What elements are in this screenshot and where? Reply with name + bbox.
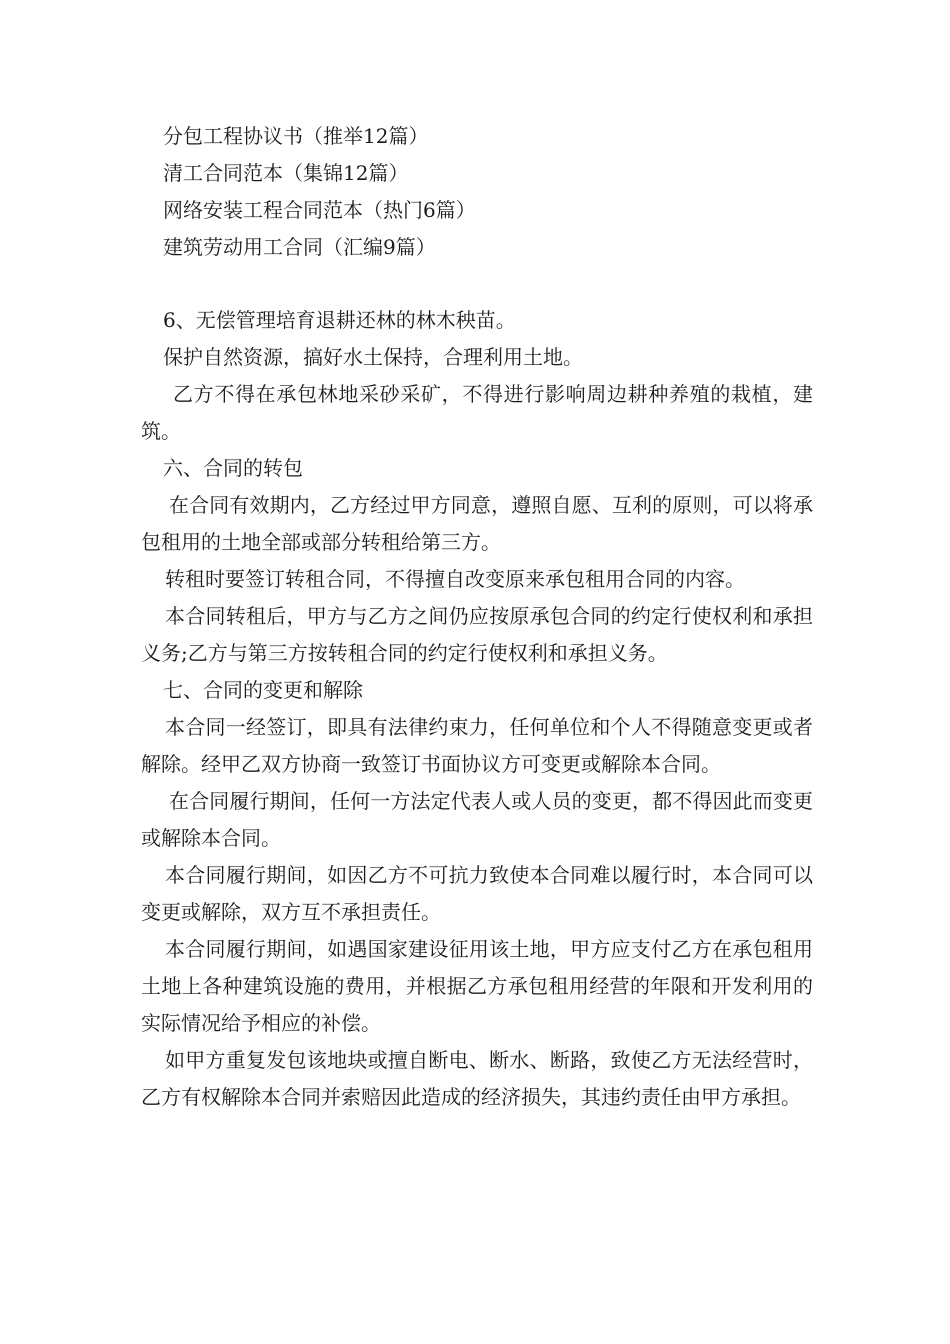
- section-heading: 七、合同的变更和解除: [163, 678, 363, 702]
- paragraph: 乙方不得在承包林地采砂采矿，不得进行影响周边耕种养殖的栽植，建筑。: [141, 382, 813, 443]
- related-link[interactable]: 分包工程协议书（推举12篇）: [163, 124, 429, 148]
- section-heading: 六、合同的转包: [163, 456, 303, 480]
- related-links-list: [163, 118, 476, 266]
- paragraph: 在合同履行期间，任何一方法定代表人或人员的变更，都不得因此而变更或解除本合同。: [141, 789, 813, 850]
- paragraph: 如甲方重复发包该地块或擅自断电、断水、断路，致使乙方无法经营时，乙方有权解除本合同并索赔因此造成的经济损失，其违约责任由甲方承担。: [141, 1048, 813, 1109]
- paragraph: 本合同一经签订，即具有法律约束力，任何单位和个人不得随意变更或者解除。经甲乙双方协商一致签订书面协议方可变更或解除本合同。: [141, 715, 813, 776]
- paragraph: 转租时要签订转租合同，不得擅自改变原来承包租用合同的内容。: [165, 567, 745, 591]
- paragraph: 6、无偿管理培育退耕还林的林木秧苗。: [163, 308, 516, 332]
- related-link[interactable]: 网络安装工程合同范本（热门6篇）: [163, 198, 476, 222]
- paragraph: 在合同有效期内，乙方经过甲方同意，遵照自愿、互利的原则，可以将承包租用的土地全部或部分转租给第三方。: [141, 493, 813, 554]
- paragraph: 本合同转租后，甲方与乙方之间仍应按原承包合同的约定行使权利和承担义务;乙方与第三方按转租合同的约定行使权利和承担义务。: [141, 604, 813, 665]
- paragraph: 本合同履行期间，如因乙方不可抗力致使本合同难以履行时，本合同可以变更或解除，双方互不承担责任。: [141, 863, 813, 924]
- paragraph: 保护自然资源，搞好水土保持，合理利用土地。: [163, 345, 583, 369]
- related-link[interactable]: 清工合同范本（集锦12篇）: [163, 161, 409, 185]
- paragraph: 本合同履行期间，如遇国家建设征用该土地，甲方应支付乙方在承包租用土地上各种建筑设施的费用，并根据乙方承包租用经营的年限和开发利用的实际情况给予相应的补偿。: [141, 937, 813, 1035]
- related-link[interactable]: 建筑劳动用工合同（汇编9篇）: [163, 235, 436, 259]
- contract-body: [141, 302, 813, 1116]
